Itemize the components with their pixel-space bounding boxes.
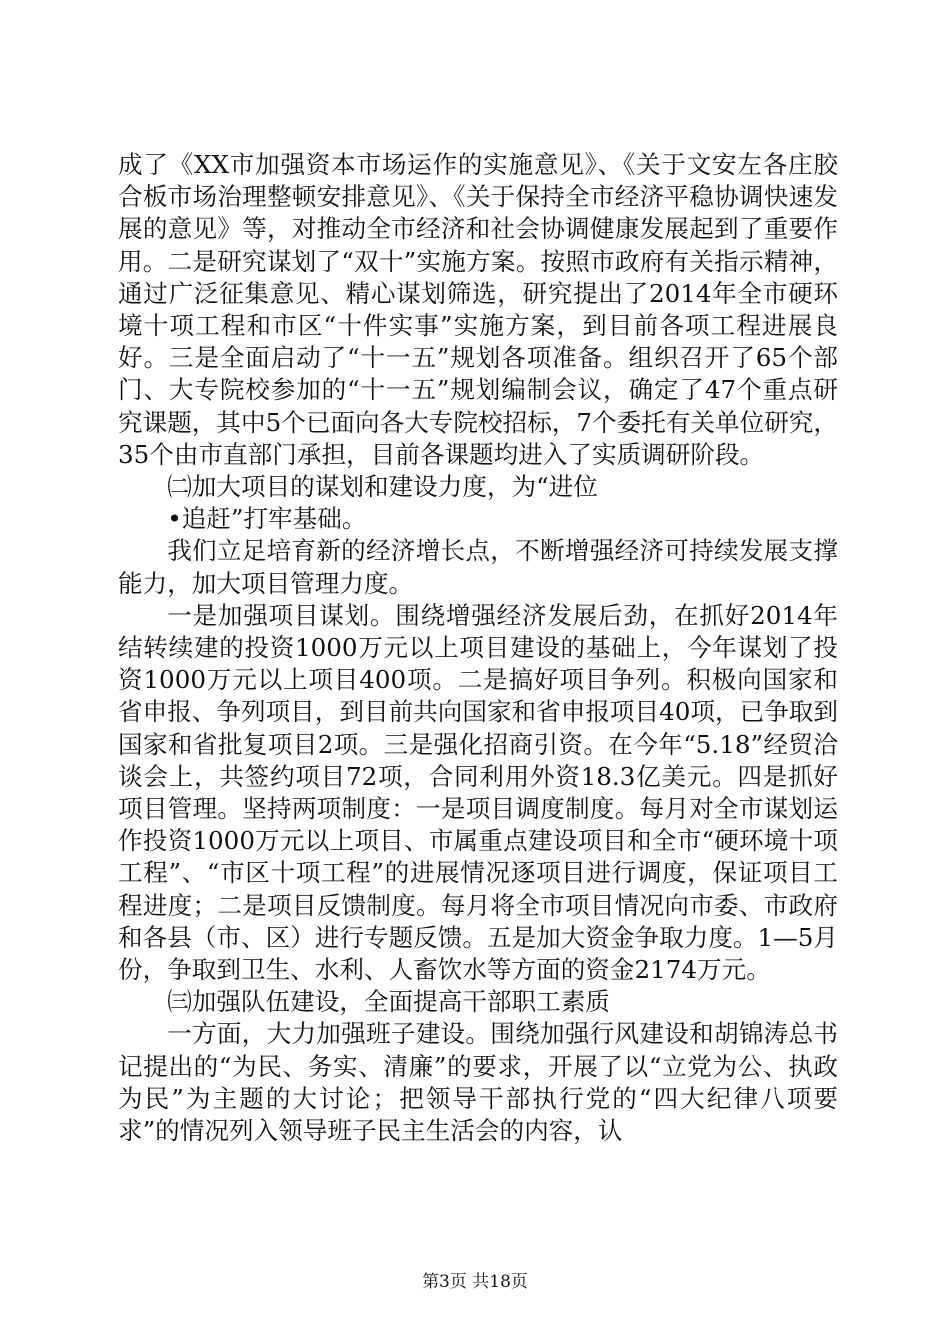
paragraph-intro: 我们立足培育新的经济增长点，不断增强经济可持续发展支撑能力，加大项目管理力度。 [118,536,838,598]
paragraph-team-building: 一方面，大力加强班子建设。围绕加强行风建设和胡锦涛总书记提出的“为民、务实、清廉”的要求，开展了以“立党为公、执政为民”为主题的大讨论；把领导干部执行党的“四大纪律八项要求”的情况列入领导班子民主生活会的内容，认 [118,1019,838,1146]
section-heading-two-continued: •追赶”打牢基础。 [167,504,367,534]
page-footer [0,1271,950,1293]
paragraph-project-measures: 一是加强项目谋划。围绕增强经济发展后劲，在抓好2014年结转续建的投资1000万元以上项目建设的基础上，今年谋划了投资1000万元以上项目400项。二是搞好项目争列。积极向国家和省申报、争列项目，到目前共向国家和省申报项目40项，已争取到国家和省批复项目2项。三是强化招商引资。在今年“5.18”经贸洽谈会上，共签约项目72项，合同利用外资18.3亿美元。四是抓好项目管理。坚持两项制度：一是项目调度制度。每月对全市谋划运作投资1000万元以上项目、市属重点建设项目和全市“硬环境十项工程”、“市区十项工程”的进展情况逐项目进行调度，保证项目工程进度；二是项目反馈制度。每月将全市项目情况向市委、市政府和各县（市、区）进行专题反馈。五是加大资金争取力度。1—5月份，争取到卫生、水利、人畜饮水等方面的资金2174万元。 [118,600,838,985]
paragraph-continuation: 成了《XX市加强资本市场运作的实施意见》、《关于文安左各庄胶合板市场治理整顿安排意见》、《关于保持全市经济平稳协调快速发展的意见》等，对推动全市经济和社会协调健康发展起到了重要作用。二是研究谋划了“双十”实施方案。按照市政府有关指示精神，通过广泛征集意见、精心谋划筛选，研究提出了2014年全市硬环境十项工程和市区“十件实事”实施方案，到目前各项工程进展良好。三是全面启动了“十一五”规划各项准备。组织召开了65个部门、大专院校参加的“十一五”规划编制会议，确定了47个重点研究课题，其中5个已面向各大专院校招标，7个委托有关单位研究，35个由市直部门承担，目前各课题均进入了实质调研阶段。 [118,150,838,469]
section-heading-two: ㈡加大项目的谋划和建设力度，为“进位 [167,472,598,502]
document-body [118,149,838,1147]
page-number: 第3页 共18页 [422,1272,528,1292]
section-heading-three: ㈢加强队伍建设，全面提高干部职工素质 [167,987,610,1017]
